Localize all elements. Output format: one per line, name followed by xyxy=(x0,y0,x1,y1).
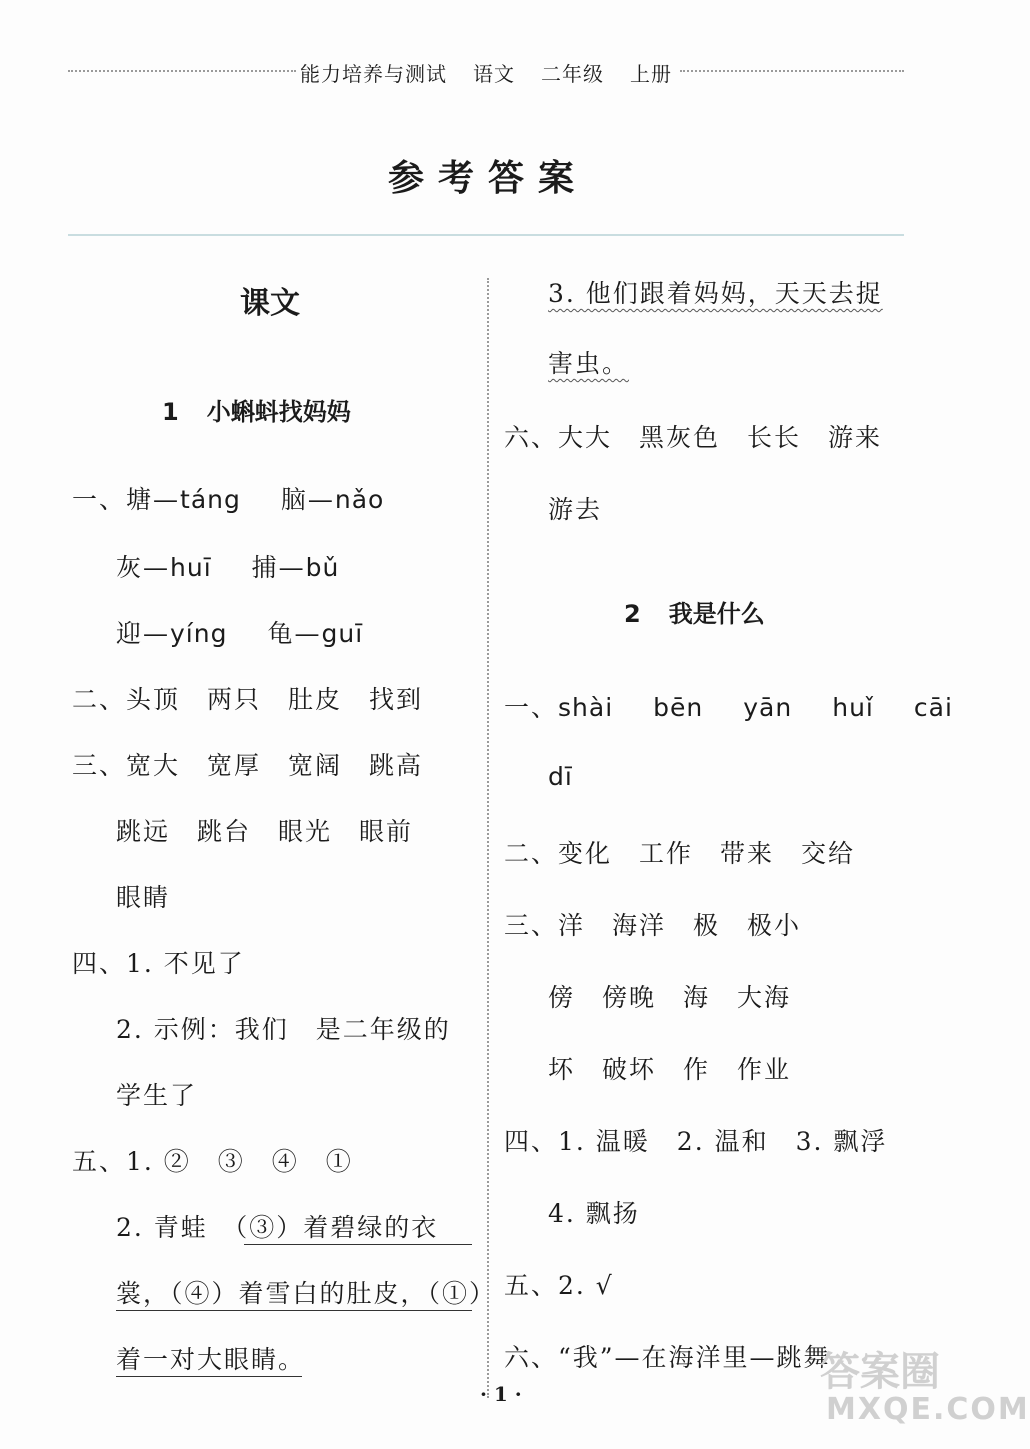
running-header xyxy=(300,58,672,87)
dash: — xyxy=(143,553,171,582)
l1-q1-row3 xyxy=(116,614,363,650)
watermark-url: MXQE.COM xyxy=(826,1392,1030,1427)
l2-q1-pinyin: yān xyxy=(743,693,793,722)
l1-q5-line1: 五、1. ② ③ ④ ① xyxy=(72,1147,353,1176)
header-subject: 语文 xyxy=(473,62,515,86)
l1-q1-pinyin: huī xyxy=(170,553,212,582)
l1-q1-pinyin: guī xyxy=(321,619,364,648)
l1-q1-row2 xyxy=(116,548,339,584)
lesson-2-name: 我是什么 xyxy=(668,600,765,628)
l2-q1-pinyin: cāi xyxy=(913,693,953,722)
header-volume: 上册 xyxy=(630,62,672,86)
dash: — xyxy=(307,485,335,514)
l1-q5-line4: 着一对大眼睛。 xyxy=(116,1345,306,1374)
l1-q3-line2: 跳远 跳台 眼光 眼前 xyxy=(116,817,414,846)
l2-q1-label: 一、 xyxy=(504,693,559,722)
answer-underline xyxy=(244,1244,472,1245)
column-divider xyxy=(487,278,489,1398)
section-title: 课文 xyxy=(240,286,300,321)
dash: — xyxy=(294,619,322,648)
l2-q4-line1: 四、1. 温暖 2. 温和 3. 飘浮 xyxy=(504,1127,888,1156)
header-book: 能力培养与测试 xyxy=(300,62,447,86)
l1-q4-line3: 学生了 xyxy=(116,1081,198,1110)
header-dotted-rule-left xyxy=(68,70,296,72)
l1-q1-label: 一、 xyxy=(72,485,127,514)
l2-q1-pinyin: shài xyxy=(558,693,614,722)
l1-q4-line1: 四、1. 不见了 xyxy=(72,949,245,978)
l1-q5-line2: 2. 青蛙 （③）着碧绿的衣 xyxy=(116,1213,439,1242)
l2-q3-line2: 傍 傍晚 海 大海 xyxy=(548,983,792,1012)
l1-q1-char: 灰 xyxy=(116,553,144,582)
l1-q3-line1: 三、宽大 宽厚 宽阔 跳高 xyxy=(72,751,424,780)
l2-q2: 二、变化 工作 带来 交给 xyxy=(504,839,856,868)
l1-q1-char: 迎 xyxy=(116,619,144,648)
l1-q1-row1 xyxy=(72,480,384,516)
l2-q1-line2: dī xyxy=(548,762,573,791)
l1-q4-line2: 2. 示例：我们 是二年级的 xyxy=(116,1015,451,1044)
l1-q1-char: 捕 xyxy=(251,553,279,582)
dash: — xyxy=(278,553,306,582)
l1-q1-char: 脑 xyxy=(280,485,308,514)
l2-q3-line3: 坏 破坏 作 作业 xyxy=(548,1055,792,1084)
l2-q4-line2: 4. 飘扬 xyxy=(548,1199,640,1228)
l1-q1-pinyin: bǔ xyxy=(305,553,340,582)
title-rule xyxy=(68,234,904,236)
r-q6-line1: 六、大大 黑灰色 长长 游来 xyxy=(504,423,883,452)
l1-q2: 二、头顶 两只 肚皮 找到 xyxy=(72,685,424,714)
l1-q3-line3: 眼睛 xyxy=(116,883,171,912)
answer-underline xyxy=(116,1376,302,1377)
wavy-answer: 3. 他们跟着妈妈，天天去捉 xyxy=(548,279,883,308)
lesson-2-heading xyxy=(624,594,765,629)
page-title: 参考答案 xyxy=(388,157,589,199)
r-q6-line2: 游去 xyxy=(548,495,603,524)
l2-q1-pinyin: bēn xyxy=(653,693,704,722)
header-dotted-rule-right xyxy=(680,70,904,72)
l1-q1-pinyin: táng xyxy=(180,485,241,514)
l2-q5: 五、2. √ xyxy=(504,1271,614,1300)
r-q5-3-line2 xyxy=(548,344,629,380)
wavy-answer: 害虫。 xyxy=(548,349,630,378)
watermark-logo: 答案圈 xyxy=(820,1349,940,1395)
r-q5-3-line1 xyxy=(548,274,883,310)
lesson-1-name: 小蝌蚪找妈妈 xyxy=(206,398,351,426)
lesson-2-number: 2 xyxy=(624,600,641,628)
dash: — xyxy=(143,619,171,648)
l1-q1-pinyin: nǎo xyxy=(334,485,385,514)
page-number: · 1 · xyxy=(480,1382,522,1406)
l2-q1-line1 xyxy=(504,688,953,724)
l2-q1-pinyin: huǐ xyxy=(832,693,874,722)
answer-underline xyxy=(116,1310,472,1311)
l1-q1-char: 塘 xyxy=(126,485,154,514)
lesson-1-number: 1 xyxy=(162,398,179,426)
l1-q5-line3: 裳，（④）着雪白的肚皮，（①） xyxy=(116,1279,497,1308)
lesson-1-heading xyxy=(162,392,351,427)
l1-q1-char: 龟 xyxy=(267,619,295,648)
dash: — xyxy=(153,485,181,514)
header-grade: 二年级 xyxy=(541,62,604,86)
l1-q1-pinyin: yíng xyxy=(170,619,228,648)
l2-q3-line1: 三、洋 海洋 极 极小 xyxy=(504,911,802,940)
l2-q6: 六、“我”—在海洋里—跳舞 xyxy=(504,1343,831,1372)
